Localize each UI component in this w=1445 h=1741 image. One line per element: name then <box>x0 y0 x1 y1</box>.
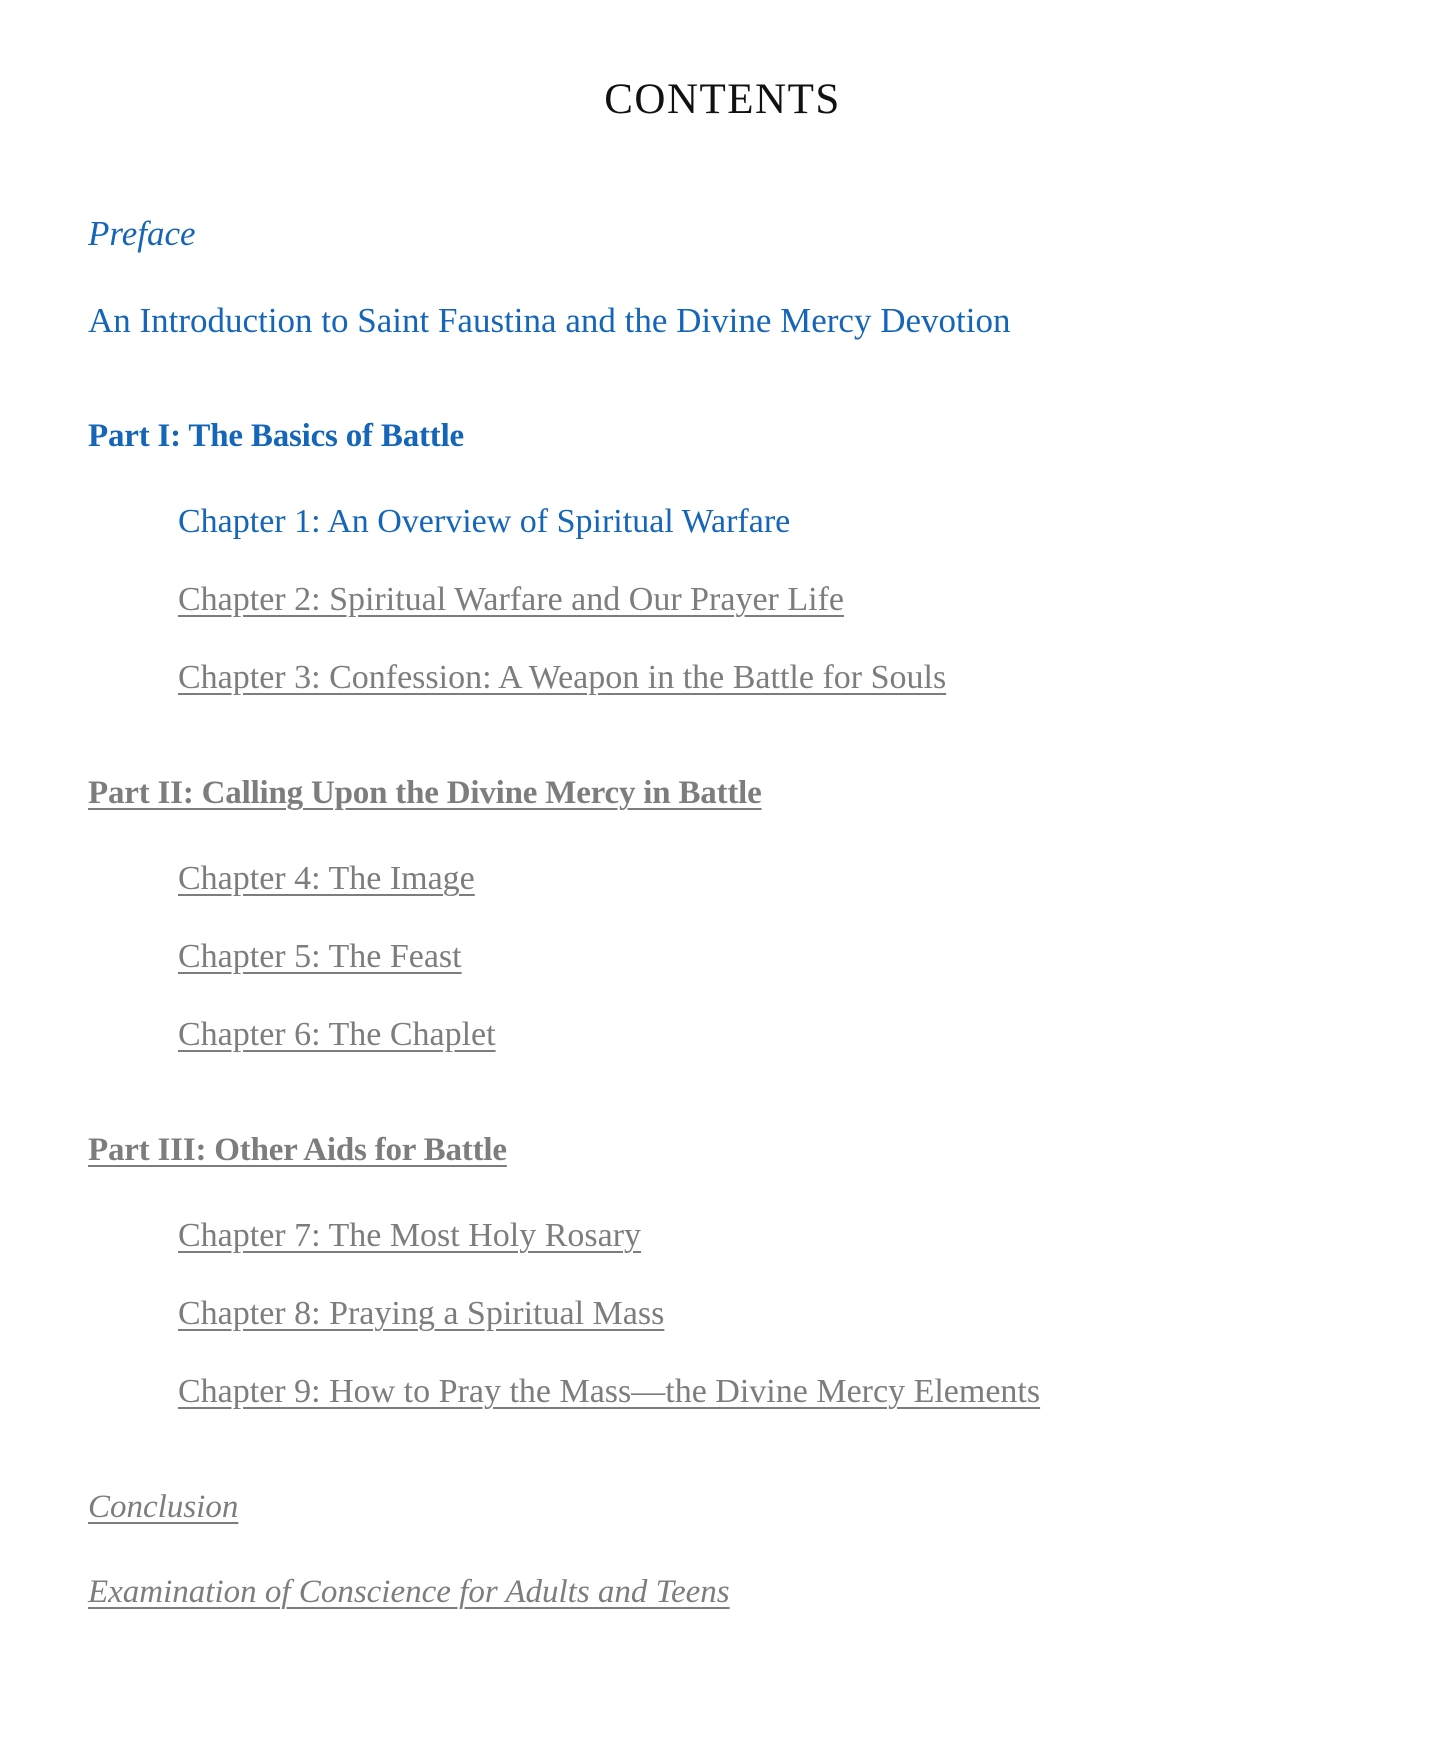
toc-link-chapter-3[interactable]: Chapter 3: Confession: A Weapon in the Battle for Souls <box>178 659 947 696</box>
toc-link-chapter-8[interactable]: Chapter 8: Praying a Spiritual Mass <box>178 1295 665 1332</box>
toc-heading-part-1[interactable]: Part I: The Basics of Battle <box>88 418 464 454</box>
toc-link-conclusion[interactable]: Conclusion <box>88 1489 239 1525</box>
toc-link-examination-of-conscience[interactable]: Examination of Conscience for Adults and Teens <box>88 1574 730 1610</box>
toc-link-chapter-4[interactable]: Chapter 4: The Image <box>178 860 475 897</box>
toc-link-chapter-9[interactable]: Chapter 9: How to Pray the Mass—the Divine Mercy Elements <box>178 1373 1041 1410</box>
toc-heading-part-3[interactable]: Part III: Other Aids for Battle <box>88 1132 507 1168</box>
page-title: contents <box>604 59 841 127</box>
toc-list <box>0 216 1445 1609</box>
toc-link-introduction[interactable]: An Introduction to Saint Faustina and the Divine Mercy Devotion <box>88 301 1011 340</box>
toc-heading-part-2[interactable]: Part II: Calling Upon the Divine Mercy in Battle <box>88 775 762 811</box>
toc-link-chapter-1[interactable]: Chapter 1: An Overview of Spiritual Warfare <box>178 503 791 540</box>
toc-link-chapter-5[interactable]: Chapter 5: The Feast <box>178 938 462 975</box>
toc-link-chapter-2[interactable]: Chapter 2: Spiritual Warfare and Our Prayer Life <box>178 581 845 618</box>
toc-link-preface[interactable]: Preface <box>88 214 196 253</box>
toc-link-chapter-7[interactable]: Chapter 7: The Most Holy Rosary <box>178 1217 642 1254</box>
toc-link-chapter-6[interactable]: Chapter 6: The Chaplet <box>178 1016 496 1053</box>
